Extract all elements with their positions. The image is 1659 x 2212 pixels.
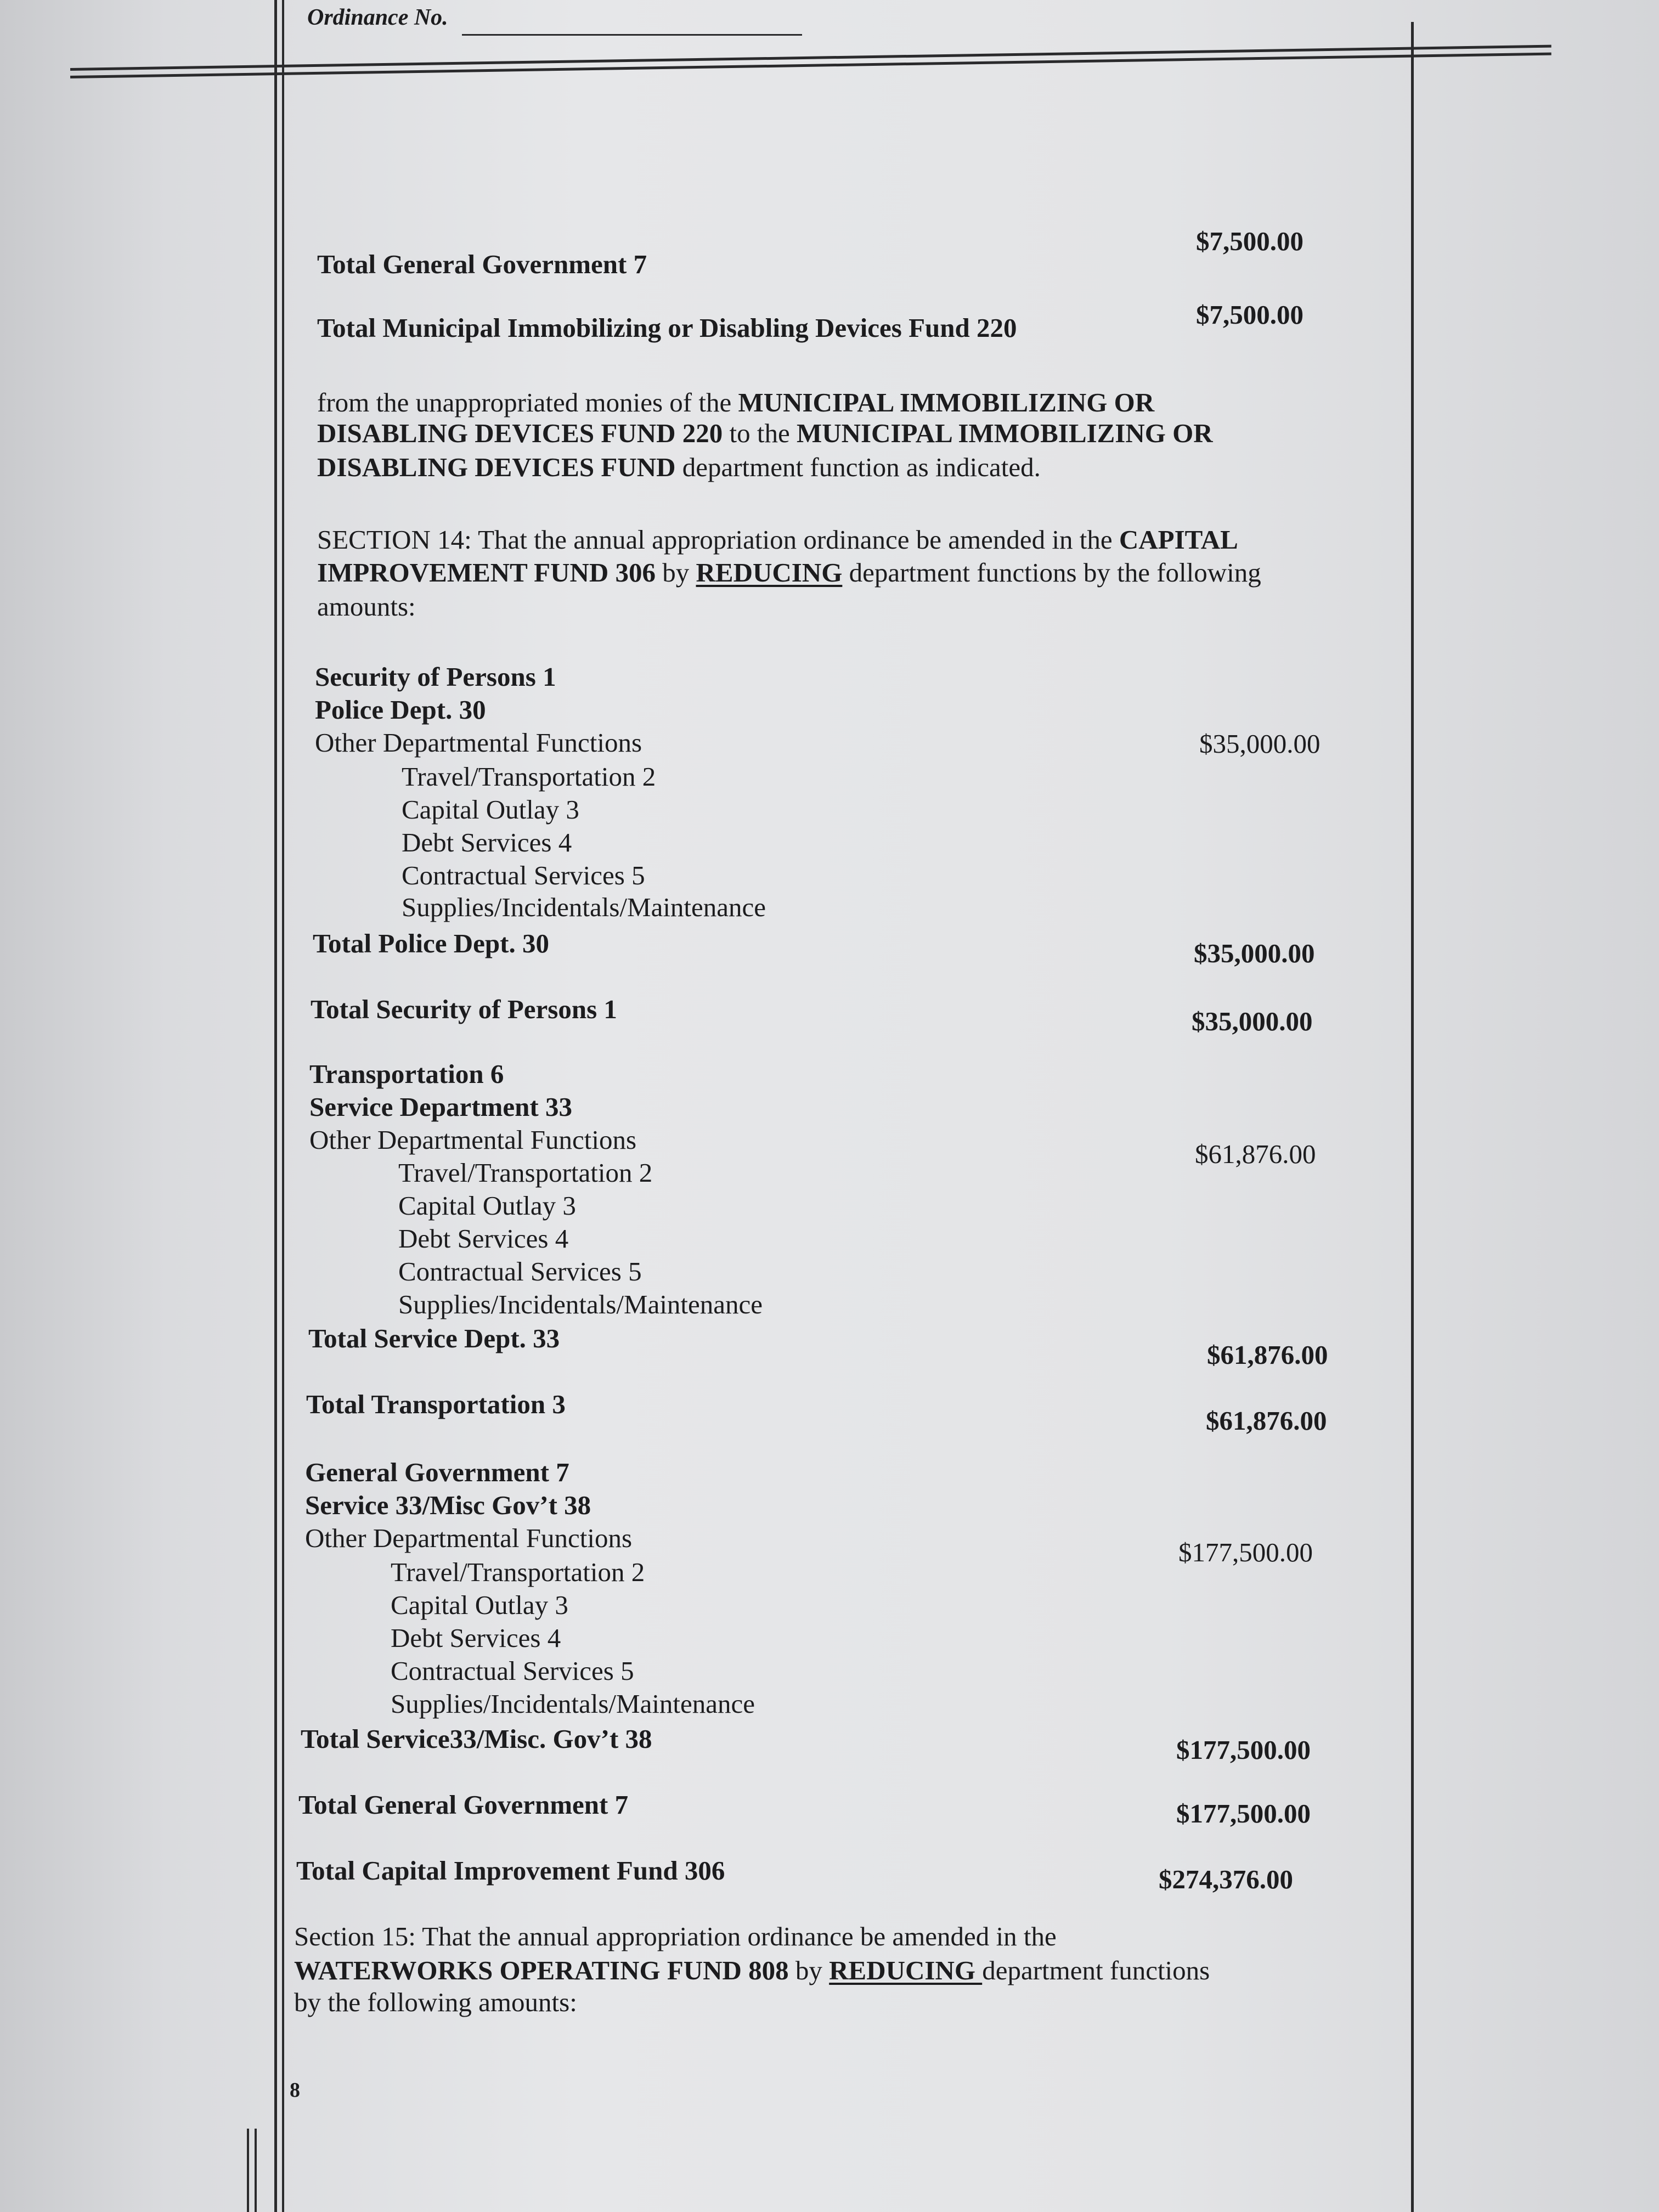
from-paragraph-line-3: DISABLING DEVICES FUND department function as indicated. [317, 452, 1041, 482]
ordinance-label: Ordinance No. [307, 5, 448, 30]
group-2-total-dept-amount: $61,876.00 [1207, 1340, 1328, 1370]
group-3-total-dept-label: Total Service33/Misc. Gov’t 38 [301, 1724, 652, 1754]
group-2-total-dept-label: Total Service Dept. 33 [308, 1323, 560, 1353]
from-paragraph-line-2: DISABLING DEVICES FUND 220 to the MUNICIPAL IMMOBILIZING OR [317, 418, 1213, 448]
group-3-item: Debt Services 4 [391, 1623, 561, 1653]
group-2-total-label: Total Transportation 3 [306, 1389, 566, 1419]
group-2-other-amount: $61,876.00 [1195, 1139, 1316, 1169]
group-1-other-amount: $35,000.00 [1199, 729, 1321, 759]
from-paragraph-line-1: from the unappropriated monies of the MUNICIPAL IMMOBILIZING OR [317, 387, 1155, 417]
group-1-item: Travel/Transportation 2 [402, 761, 656, 792]
total-general-government-label: Total General Government 7 [317, 249, 647, 279]
group-3-other-amount: $177,500.00 [1178, 1537, 1313, 1567]
far-left-line-2 [255, 2129, 257, 2212]
group-1-dept: Police Dept. 30 [315, 695, 486, 725]
group-1-item: Capital Outlay 3 [402, 794, 579, 825]
fund-total-amount: $274,376.00 [1159, 1864, 1293, 1894]
group-2-item: Travel/Transportation 2 [398, 1158, 653, 1188]
group-1-other-functions: Other Departmental Functions [315, 727, 642, 758]
section-14-line-2: IMPROVEMENT FUND 306 by REDUCING department functions by the following [317, 557, 1261, 588]
total-mid-fund-amount: $7,500.00 [1196, 300, 1304, 330]
group-2-total-amount: $61,876.00 [1206, 1406, 1327, 1436]
group-1-total-label: Total Security of Persons 1 [311, 994, 617, 1024]
group-3-heading: General Government 7 [305, 1457, 569, 1487]
group-1-heading: Security of Persons 1 [315, 662, 556, 692]
group-2-item: Debt Services 4 [398, 1223, 569, 1254]
total-general-government-amount: $7,500.00 [1196, 226, 1304, 256]
right-margin-line [1411, 22, 1414, 2212]
fund-total-label: Total Capital Improvement Fund 306 [296, 1855, 725, 1886]
group-1-item: Contractual Services 5 [402, 860, 645, 890]
group-3-item: Supplies/Incidentals/Maintenance [391, 1689, 755, 1719]
left-margin-line-inner [282, 0, 284, 2212]
group-3-total-dept-amount: $177,500.00 [1176, 1735, 1311, 1765]
group-3-total-label: Total General Government 7 [298, 1790, 629, 1820]
group-3-other-functions: Other Departmental Functions [305, 1523, 633, 1553]
group-1-total-dept-label: Total Police Dept. 30 [313, 928, 549, 958]
group-3-item: Travel/Transportation 2 [391, 1557, 645, 1587]
group-1-total-amount: $35,000.00 [1192, 1006, 1313, 1036]
total-mid-fund-label: Total Municipal Immobilizing or Disabling Devices Fund 220 [317, 313, 1017, 343]
group-3-total-amount: $177,500.00 [1176, 1798, 1311, 1829]
group-2-heading: Transportation 6 [309, 1059, 504, 1089]
far-left-line [247, 2129, 249, 2212]
group-3-item: Capital Outlay 3 [391, 1590, 568, 1620]
ordinance-number-blank [462, 34, 802, 36]
left-margin-line [274, 0, 277, 2212]
page-number: 8 [290, 2079, 300, 2102]
group-1-total-dept-amount: $35,000.00 [1194, 938, 1315, 968]
group-1-item: Debt Services 4 [402, 827, 572, 857]
group-2-dept: Service Department 33 [309, 1092, 572, 1122]
group-2-item: Supplies/Incidentals/Maintenance [398, 1289, 763, 1319]
section-14-line-1: SECTION 14: That the annual appropriation ordinance be amended in the CAPITAL [317, 524, 1238, 555]
section-15-line-3: by the following amounts: [294, 1987, 577, 2017]
group-1-item: Supplies/Incidentals/Maintenance [402, 892, 766, 922]
section-15-line-2: WATERWORKS OPERATING FUND 808 by REDUCING department functions [294, 1955, 1210, 1985]
group-3-item: Contractual Services 5 [391, 1656, 634, 1686]
group-2-item: Contractual Services 5 [398, 1256, 642, 1286]
section-14-line-3: amounts: [317, 591, 416, 622]
section-15-line-1: Section 15: That the annual appropriation ordinance be amended in the [294, 1921, 1057, 1951]
group-3-dept: Service 33/Misc Gov’t 38 [305, 1490, 591, 1520]
group-2-item: Capital Outlay 3 [398, 1190, 576, 1221]
group-2-other-functions: Other Departmental Functions [309, 1125, 637, 1155]
